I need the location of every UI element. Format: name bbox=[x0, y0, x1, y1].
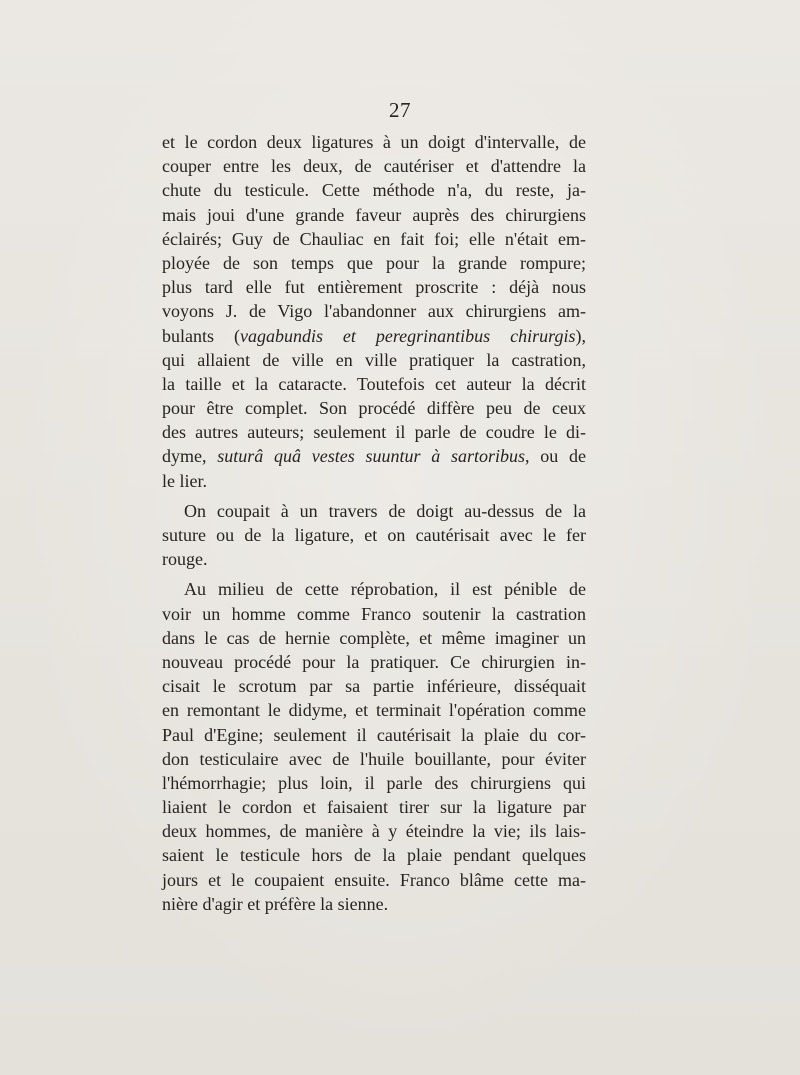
text-line: et le cordon deux ligatures à un doigt d'intervalle, de bbox=[162, 132, 586, 152]
text-line: éclairés; Guy de Chauliac en fait foi; elle n'était em- bbox=[162, 228, 586, 249]
text-line: mais joui d'une grande faveur auprès des chirurgiens bbox=[162, 204, 586, 225]
text-line: pour être complet. Son procédé diffère peu de ceux bbox=[162, 398, 586, 419]
text-line: qui allaient de ville en ville pratiquer la castration, bbox=[162, 349, 586, 370]
text-line: le lier. bbox=[162, 470, 207, 491]
text-line: saient le testicule hors de la plaie pendant quelques bbox=[162, 845, 586, 866]
text-line: en remontant le didyme, et terminait l'opération comme bbox=[162, 700, 586, 721]
text-line: bulants (vagabundis et peregrinantibus chirurgis), bbox=[162, 325, 586, 346]
text-line: don testiculaire avec de l'huile bouillante, pour éviter bbox=[162, 748, 586, 769]
text-line: liaient le cordon et faisaient tirer sur la ligature par bbox=[162, 797, 586, 818]
text-line: On coupait à un travers de doigt au-dessus de la bbox=[184, 500, 586, 521]
text-line: rouge. bbox=[162, 549, 208, 570]
text-line: chute du testicule. Cette méthode n'a, du reste, ja- bbox=[162, 180, 586, 201]
text-line: couper entre les deux, de cautériser et d'attendre la bbox=[162, 156, 586, 177]
text-line: Au milieu de cette réprobation, il est pénible de bbox=[184, 579, 586, 600]
paragraph-3 bbox=[162, 577, 586, 916]
text-line: l'hémorrhagie; plus loin, il parle des chirurgiens qui bbox=[162, 772, 586, 793]
text-line: voir un homme comme Franco soutenir la castration bbox=[162, 603, 586, 624]
text-line: nière d'agir et préfère la sienne. bbox=[162, 893, 389, 914]
text-line: dans le cas de hernie complète, et même imaginer un bbox=[162, 627, 586, 648]
text-line: suture ou de la ligature, et on cautérisait avec le fer bbox=[162, 525, 586, 545]
text-line: plus tard elle fut entièrement proscrite : déjà nous bbox=[162, 277, 586, 298]
text-line: dyme, suturâ quâ vestes suuntur à sartoribus, ou de bbox=[162, 446, 586, 467]
latin-phrase: suturâ quâ vestes suuntur à sartoribus bbox=[217, 446, 526, 467]
text-line: nouveau procédé pour la pratiquer. Ce chirurgien in- bbox=[162, 651, 586, 672]
body-text bbox=[162, 130, 586, 916]
text-line: voyons J. de Vigo l'abandonner aux chirurgiens am- bbox=[162, 301, 586, 322]
text-line: deux hommes, de manière à y éteindre la vie; ils lais- bbox=[162, 821, 586, 842]
paragraph-1 bbox=[162, 130, 586, 493]
page-number: 27 bbox=[389, 98, 411, 122]
text-line: cisait le scrotum par sa partie inférieure, disséquait bbox=[162, 676, 586, 697]
text-line: jours et le coupaient ensuite. Franco blâme cette ma- bbox=[162, 869, 586, 890]
text-line: ployée de son temps que pour la grande rompure; bbox=[162, 252, 586, 273]
text-line: la taille et la cataracte. Toutefois cet auteur la décrit bbox=[162, 373, 586, 394]
text-line: des autres auteurs; seulement il parle de coudre le di- bbox=[162, 422, 586, 443]
paragraph-2 bbox=[162, 499, 586, 572]
latin-phrase: vagabundis et peregrinantibus chirurgis bbox=[239, 325, 576, 346]
text-line: Paul d'Egine; seulement il cautérisait la plaie du cor- bbox=[162, 724, 586, 745]
